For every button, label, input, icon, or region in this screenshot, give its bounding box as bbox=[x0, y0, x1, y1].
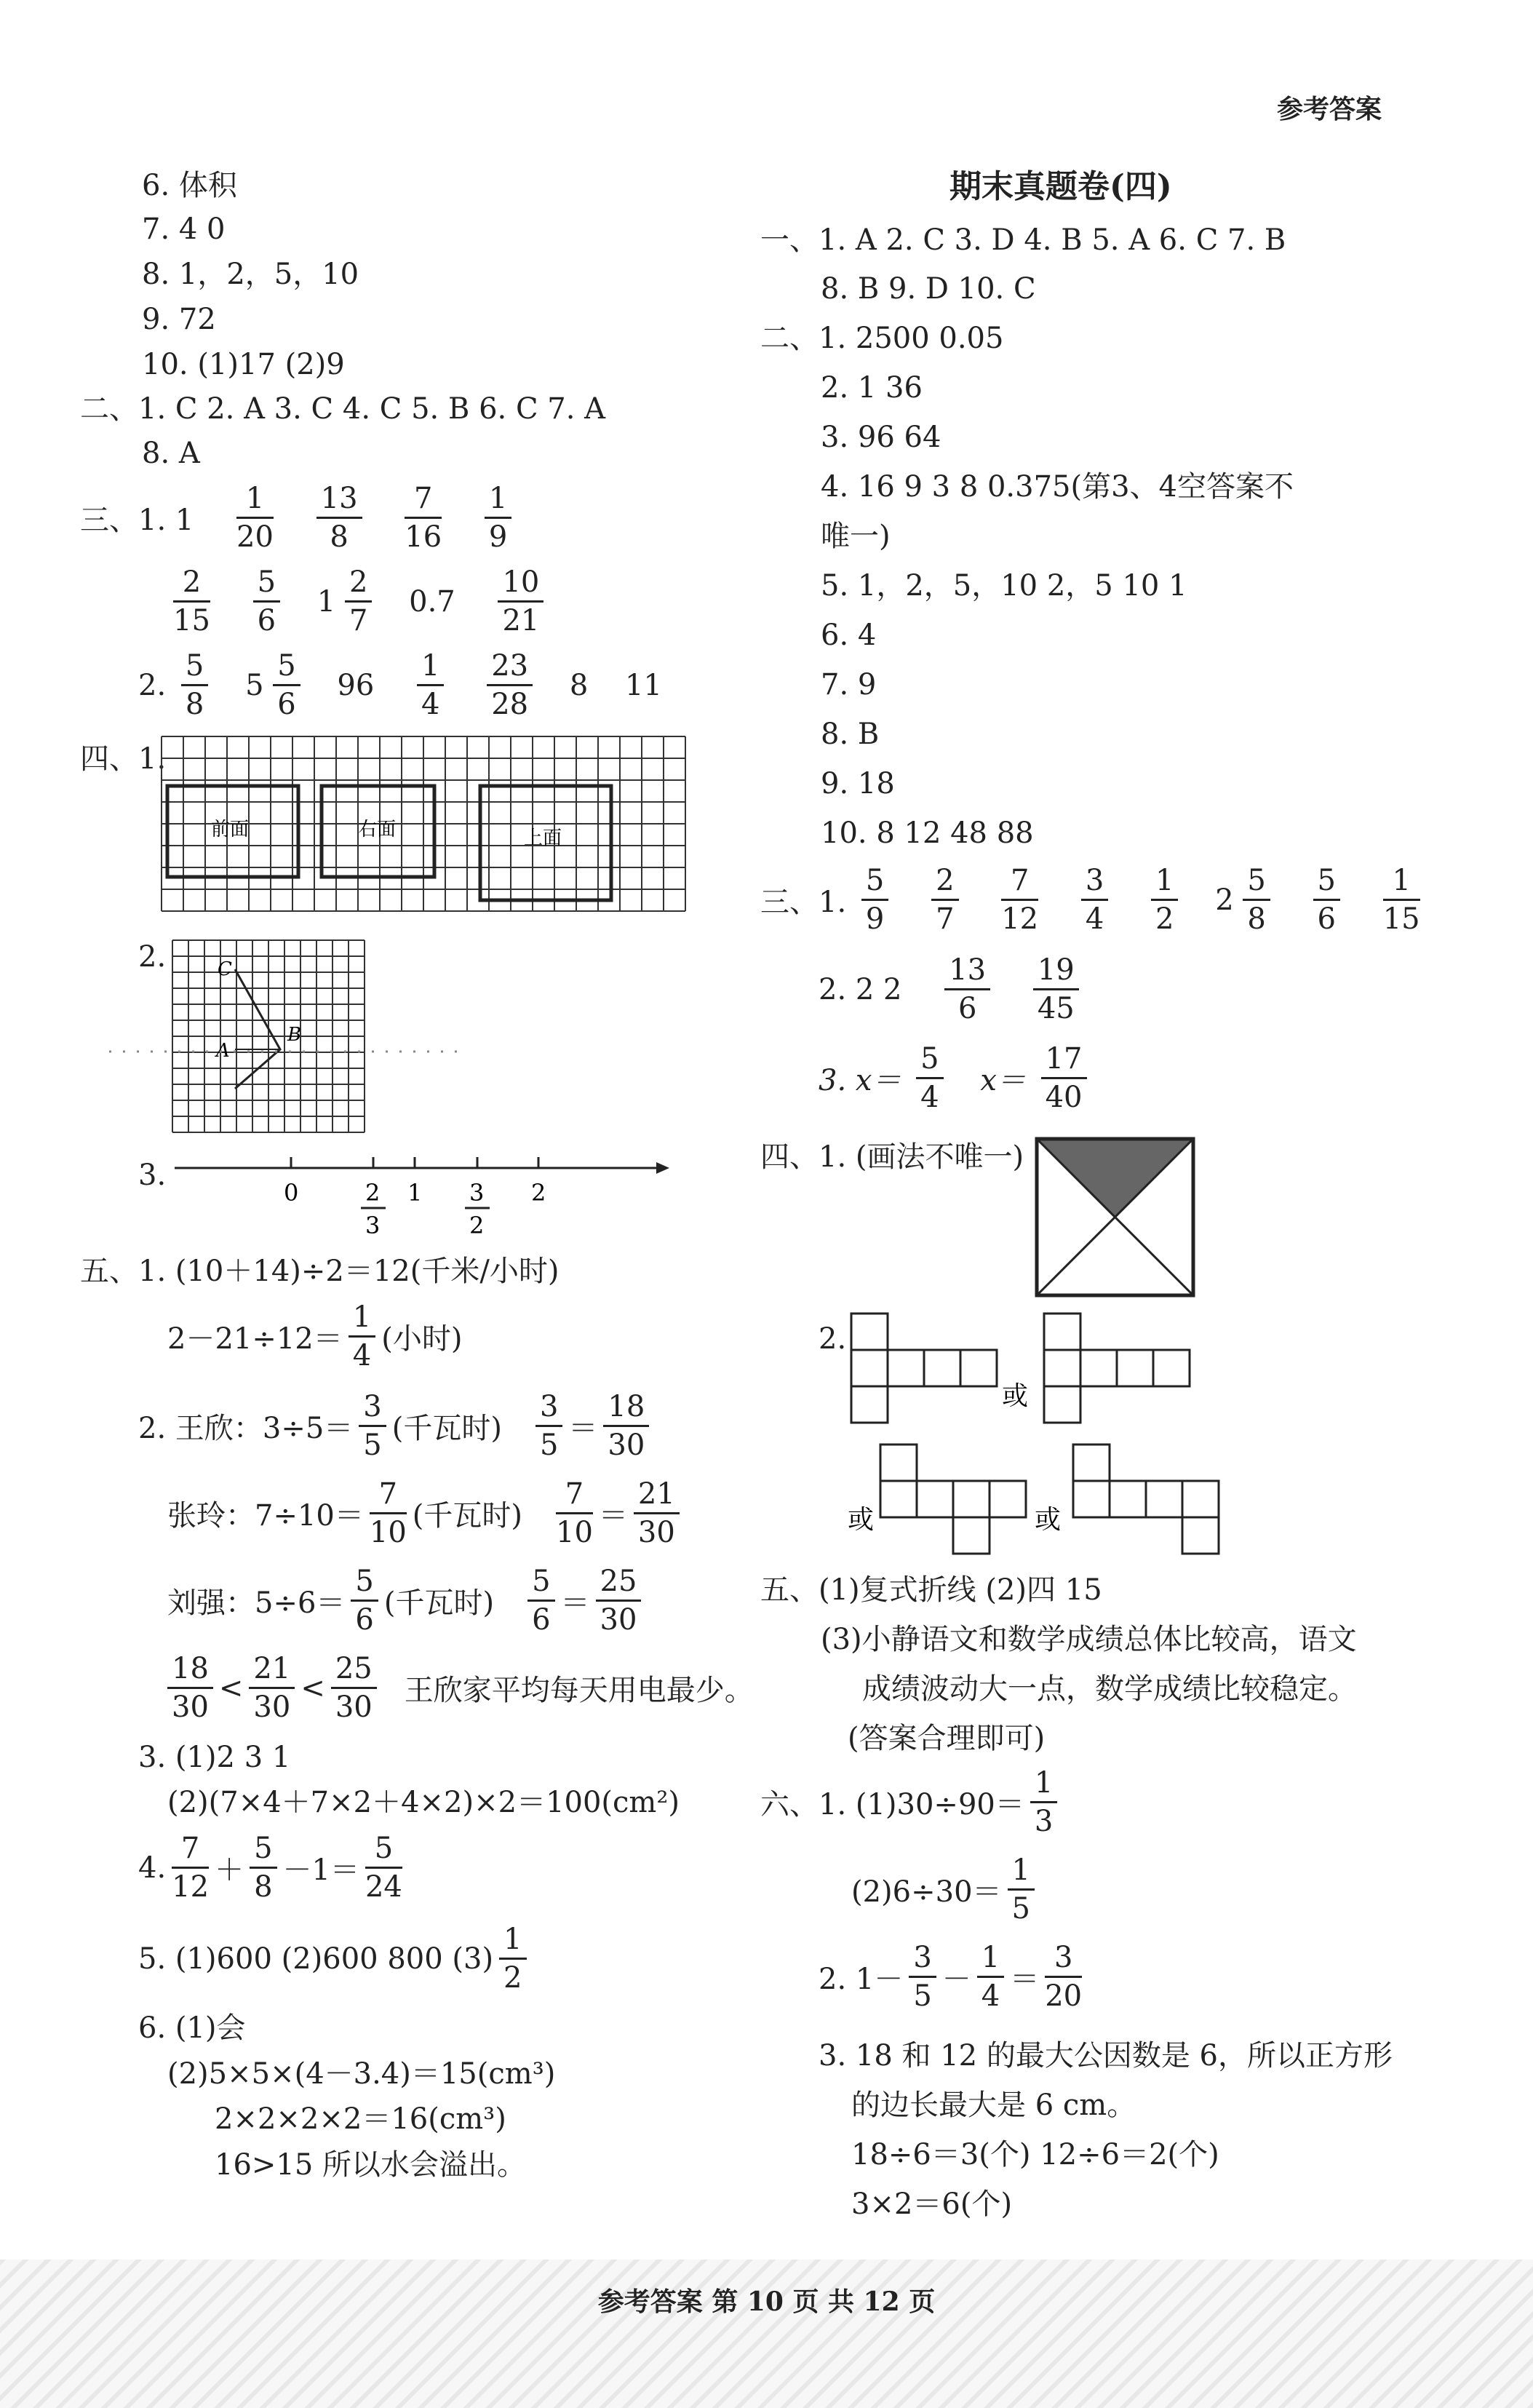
minus: － bbox=[941, 1963, 971, 1996]
plus: ＋ bbox=[215, 1853, 244, 1887]
expr: 5. (1)600 (2)600 800 (3) bbox=[138, 1942, 494, 1976]
unit: (千瓦时) bbox=[412, 1499, 522, 1533]
conclusion: 王欣家平均每天用电最少。 bbox=[404, 1674, 754, 1707]
value: 11 bbox=[625, 668, 662, 702]
unit: (千瓦时) bbox=[391, 1412, 502, 1445]
fraction: $\frac{17}{40}$ bbox=[1041, 1041, 1087, 1116]
unit: (小时) bbox=[381, 1322, 463, 1356]
r-section5-1: 五、(1)复式折线 (2)四 15 bbox=[760, 1573, 1102, 1607]
r-section2-3: 3. 96 64 bbox=[821, 421, 941, 454]
r-section6-5: 的边长最大是 6 cm。 bbox=[851, 2089, 1136, 2122]
mixed-whole: 1 bbox=[316, 584, 336, 619]
fraction: $\frac{5}{4}$ bbox=[916, 1041, 943, 1116]
expr: 张玲：7÷10＝ bbox=[167, 1499, 364, 1533]
r-section6-6: 18÷6＝3(个) 12÷6＝2(个) bbox=[851, 2138, 1219, 2171]
r-section1a: 一、1. A 2. C 3. D 4. B 5. A 6. C 7. B bbox=[760, 223, 1286, 257]
r-section2-9: 9. 18 bbox=[821, 767, 895, 800]
fraction: $\frac{7}{12}$ bbox=[172, 1832, 210, 1904]
section5-item6a: 6. (1)会 bbox=[138, 2011, 246, 2045]
fraction: $\frac{1}{2}$ bbox=[1151, 862, 1178, 937]
dotted-guide bbox=[109, 1048, 458, 1055]
section5-item2d bbox=[162, 1650, 754, 1725]
section5-item3b: (2)(7×4＋7×2＋4×2)×2＝100(cm²) bbox=[167, 1786, 680, 1819]
unit: (千瓦时) bbox=[383, 1586, 495, 1620]
fraction: $\frac{1}{5}$ bbox=[1008, 1852, 1035, 1927]
tick-label: 1 bbox=[407, 1179, 423, 1207]
fraction: $\frac{7}{16}$ bbox=[405, 482, 442, 554]
decimal-value: 0.7 bbox=[409, 584, 455, 619]
tick-label: 2 bbox=[531, 1179, 546, 1207]
net-diagram-2 bbox=[844, 1437, 1237, 1568]
fraction: $\frac{21}{30}$ bbox=[634, 1476, 680, 1551]
section5-item4 bbox=[138, 1830, 408, 1905]
section5-item6d: 16>15 所以水会溢出。 bbox=[215, 2148, 527, 2182]
expr: 2. 王欣：3÷5＝ bbox=[138, 1412, 354, 1445]
equals: ＝ bbox=[560, 1586, 590, 1620]
point-c: C bbox=[218, 958, 232, 980]
item-label: 4. bbox=[138, 1851, 167, 1885]
r-section6-3 bbox=[819, 1939, 1088, 2014]
section4-item3: 3. bbox=[138, 1159, 167, 1192]
fraction: $\frac{21}{30}$ bbox=[249, 1650, 295, 1725]
r-section2-1: 二、1. 2500 0.05 bbox=[760, 322, 1004, 355]
r-section2-4: 4. 16 9 3 8 0.375(第3、4空答案不 bbox=[821, 470, 1294, 504]
r-section2-5: 5. 1，2，5，10 2，5 10 1 bbox=[821, 569, 1187, 603]
point-a: A bbox=[216, 1040, 230, 1062]
equals: ＝ bbox=[568, 1412, 598, 1445]
fraction: $\frac{5}{8}$ bbox=[1243, 862, 1270, 937]
tick-label: 0 bbox=[284, 1179, 299, 1207]
section3-label: 三、1. bbox=[760, 886, 847, 919]
view-label-front: 前面 bbox=[211, 819, 250, 841]
item-label: 2. bbox=[138, 668, 167, 702]
fraction: $\frac{5}{6}$ bbox=[1313, 862, 1340, 937]
fraction: $\frac{3}{20}$ bbox=[1045, 1941, 1083, 2013]
or-label: 或 bbox=[848, 1505, 875, 1535]
r-section2-10: 10. 8 12 48 88 bbox=[821, 816, 1034, 850]
expr: 2－21÷12＝ bbox=[167, 1322, 343, 1356]
point-b: B bbox=[287, 1024, 302, 1046]
net-diagram-1 bbox=[848, 1310, 1226, 1441]
r-section6-4: 3. 18 和 12 的最大公因数是 6，所以正方形 bbox=[819, 2039, 1393, 2073]
fraction: $\frac{23}{28}$ bbox=[487, 648, 533, 723]
fraction: $\frac{19}{45}$ bbox=[1033, 952, 1079, 1027]
fraction: $\frac{18}{30}$ bbox=[603, 1388, 649, 1463]
expr: －1＝ bbox=[282, 1853, 359, 1887]
r-section2-2: 2. 1 36 bbox=[821, 371, 923, 405]
answer-l10: 10. (1)17 (2)9 bbox=[142, 348, 345, 381]
fraction: $\frac{7}{10}$ bbox=[556, 1477, 593, 1549]
fraction: $\frac{1}{2}$ bbox=[499, 1921, 526, 1996]
less-than: < bbox=[300, 1671, 325, 1705]
fraction: $\frac{2}{7}$ bbox=[345, 564, 372, 639]
section4-item2: 2. bbox=[138, 940, 167, 974]
r-section6-7: 3×2＝6(个) bbox=[851, 2188, 1013, 2221]
r-section2-4b: 唯一) bbox=[821, 520, 891, 553]
expr: 2. 2 2 bbox=[819, 972, 902, 1006]
fraction: $\frac{1}{3}$ bbox=[1030, 1765, 1057, 1840]
r-section5-4: (答案合理即可) bbox=[848, 1722, 1046, 1755]
equals: ＝ bbox=[598, 1499, 628, 1533]
fraction: $\frac{3}{5}$ bbox=[535, 1388, 562, 1463]
page-number: 参考答案 第 10 页 共 12 页 bbox=[597, 2286, 936, 2317]
fraction: $\frac{1}{4}$ bbox=[349, 1299, 375, 1374]
answer-l9: 9. 72 bbox=[142, 303, 216, 336]
fraction: $\frac{3}{4}$ bbox=[1081, 862, 1108, 937]
fraction: $\frac{25}{30}$ bbox=[596, 1563, 642, 1638]
section5-item2c bbox=[167, 1563, 647, 1638]
section5-item6c: 2×2×2×2＝16(cm³) bbox=[215, 2102, 506, 2136]
section3-row1 bbox=[80, 480, 517, 555]
value: 96 bbox=[337, 668, 375, 702]
section5-item1a: 五、1. (10＋14)÷2＝12(千米/小时) bbox=[80, 1255, 560, 1288]
section5-item5 bbox=[138, 1921, 533, 1996]
fraction: $\frac{5}{6}$ bbox=[273, 648, 300, 723]
less-than: < bbox=[218, 1671, 244, 1705]
r-section5-3: 成绩波动大一点，数学成绩比较稳定。 bbox=[862, 1672, 1357, 1706]
equals: ＝ bbox=[1010, 1963, 1040, 1996]
r-section5-2: (3)小静语文和数学成绩总体比较高，语文 bbox=[821, 1623, 1357, 1656]
fraction: $\frac{5}{6}$ bbox=[351, 1563, 378, 1638]
section2-answers-b: 8. A bbox=[142, 437, 200, 470]
fraction: $\frac{5}{6}$ bbox=[253, 564, 280, 639]
fraction: $\frac{10}{21}$ bbox=[498, 564, 543, 639]
square-diagram bbox=[1033, 1135, 1200, 1303]
tick-label: 2 bbox=[365, 1179, 381, 1207]
r-section6-1 bbox=[760, 1765, 1063, 1840]
section4-label: 四、1. bbox=[80, 742, 167, 776]
answer-l7: 7. 4 0 bbox=[142, 212, 226, 246]
expr: 2. 1－ bbox=[819, 1963, 904, 1996]
r-section6-2 bbox=[851, 1852, 1040, 1927]
expr: 3. x＝ bbox=[819, 1064, 901, 1097]
section2-answers: 二、1. C 2. A 3. C 4. C 5. B 6. C 7. A bbox=[80, 392, 606, 426]
expr: 刘强：5÷6＝ bbox=[167, 1586, 346, 1620]
fraction: $\frac{2}{7}$ bbox=[931, 862, 958, 937]
section3-row2 bbox=[167, 564, 549, 639]
tick-label: 3 bbox=[469, 1179, 485, 1207]
tick-label: 2 bbox=[469, 1212, 485, 1239]
r-section2-7: 7. 9 bbox=[821, 668, 877, 702]
rotation-grid bbox=[171, 939, 367, 1135]
expr: x＝ bbox=[980, 1064, 1026, 1097]
r-section2-8: 8. B bbox=[821, 718, 880, 751]
answer-l8: 8. 1，2，5，10 bbox=[142, 258, 359, 291]
fraction: $\frac{1}{4}$ bbox=[977, 1939, 1004, 2014]
fraction: $\frac{3}{5}$ bbox=[359, 1388, 386, 1463]
fraction: $\frac{13}{8}$ bbox=[316, 480, 362, 555]
expr: 六、1. (1)30÷90＝ bbox=[760, 1788, 1024, 1821]
section5-item3a: 3. (1)2 3 1 bbox=[138, 1741, 291, 1774]
fraction: $\frac{5}{6}$ bbox=[527, 1563, 554, 1638]
fraction: $\frac{1}{20}$ bbox=[236, 482, 274, 554]
or-label: 或 bbox=[1002, 1381, 1029, 1411]
section5-item6b: (2)5×5×(4－3.4)＝15(cm³) bbox=[167, 2057, 556, 2091]
section5-item1b bbox=[167, 1299, 462, 1374]
section5-item2a bbox=[138, 1388, 655, 1463]
header-title: 参考答案 bbox=[1277, 94, 1382, 124]
fraction: $\frac{1}{9}$ bbox=[485, 480, 511, 555]
fraction: $\frac{1}{15}$ bbox=[1382, 864, 1420, 936]
section3-label: 三、1. 1 bbox=[80, 504, 194, 537]
view-label-right: 右面 bbox=[358, 819, 397, 841]
fraction: $\frac{13}{6}$ bbox=[944, 952, 990, 1027]
r-section2-6: 6. 4 bbox=[821, 619, 877, 652]
section5-item2b bbox=[167, 1476, 685, 1551]
value: 8 bbox=[569, 668, 589, 702]
fraction: $\frac{5}{8}$ bbox=[181, 648, 208, 723]
answer-l6: 6. 体积 bbox=[142, 169, 237, 202]
view-label-top: 上面 bbox=[524, 827, 562, 849]
r-section3-row bbox=[760, 862, 1426, 937]
expr: (2)6÷30＝ bbox=[851, 1875, 1002, 1909]
or-label: 或 bbox=[1035, 1505, 1062, 1535]
fraction: $\frac{2}{15}$ bbox=[173, 565, 210, 637]
r-section3-item3 bbox=[819, 1041, 1093, 1116]
tick-label: 3 bbox=[365, 1212, 381, 1239]
page-title: 期末真题卷(四) bbox=[949, 168, 1172, 205]
fraction: $\frac{7}{12}$ bbox=[1001, 864, 1039, 936]
fraction: $\frac{1}{4}$ bbox=[417, 648, 444, 723]
view-grid bbox=[160, 735, 688, 913]
r-section4-2: 2. bbox=[819, 1322, 847, 1356]
mixed-whole: 5 bbox=[245, 668, 264, 702]
r-section4-1: 四、1. (画法不唯一) bbox=[760, 1140, 1024, 1174]
r-section3-item2 bbox=[819, 952, 1085, 1027]
number-line bbox=[167, 1150, 677, 1244]
r-section1b: 8. B 9. D 10. C bbox=[821, 272, 1036, 306]
section3-item2 bbox=[138, 648, 662, 723]
fraction: $\frac{5}{24}$ bbox=[365, 1832, 402, 1904]
fraction: $\frac{5}{9}$ bbox=[861, 862, 888, 937]
fraction: $\frac{5}{8}$ bbox=[250, 1830, 276, 1905]
fraction: $\frac{3}{5}$ bbox=[909, 1939, 936, 2014]
fraction: $\frac{25}{30}$ bbox=[331, 1650, 377, 1725]
fraction: $\frac{18}{30}$ bbox=[167, 1650, 213, 1725]
mixed-whole: 2 bbox=[1215, 883, 1234, 917]
fraction: $\frac{7}{10}$ bbox=[369, 1477, 407, 1549]
